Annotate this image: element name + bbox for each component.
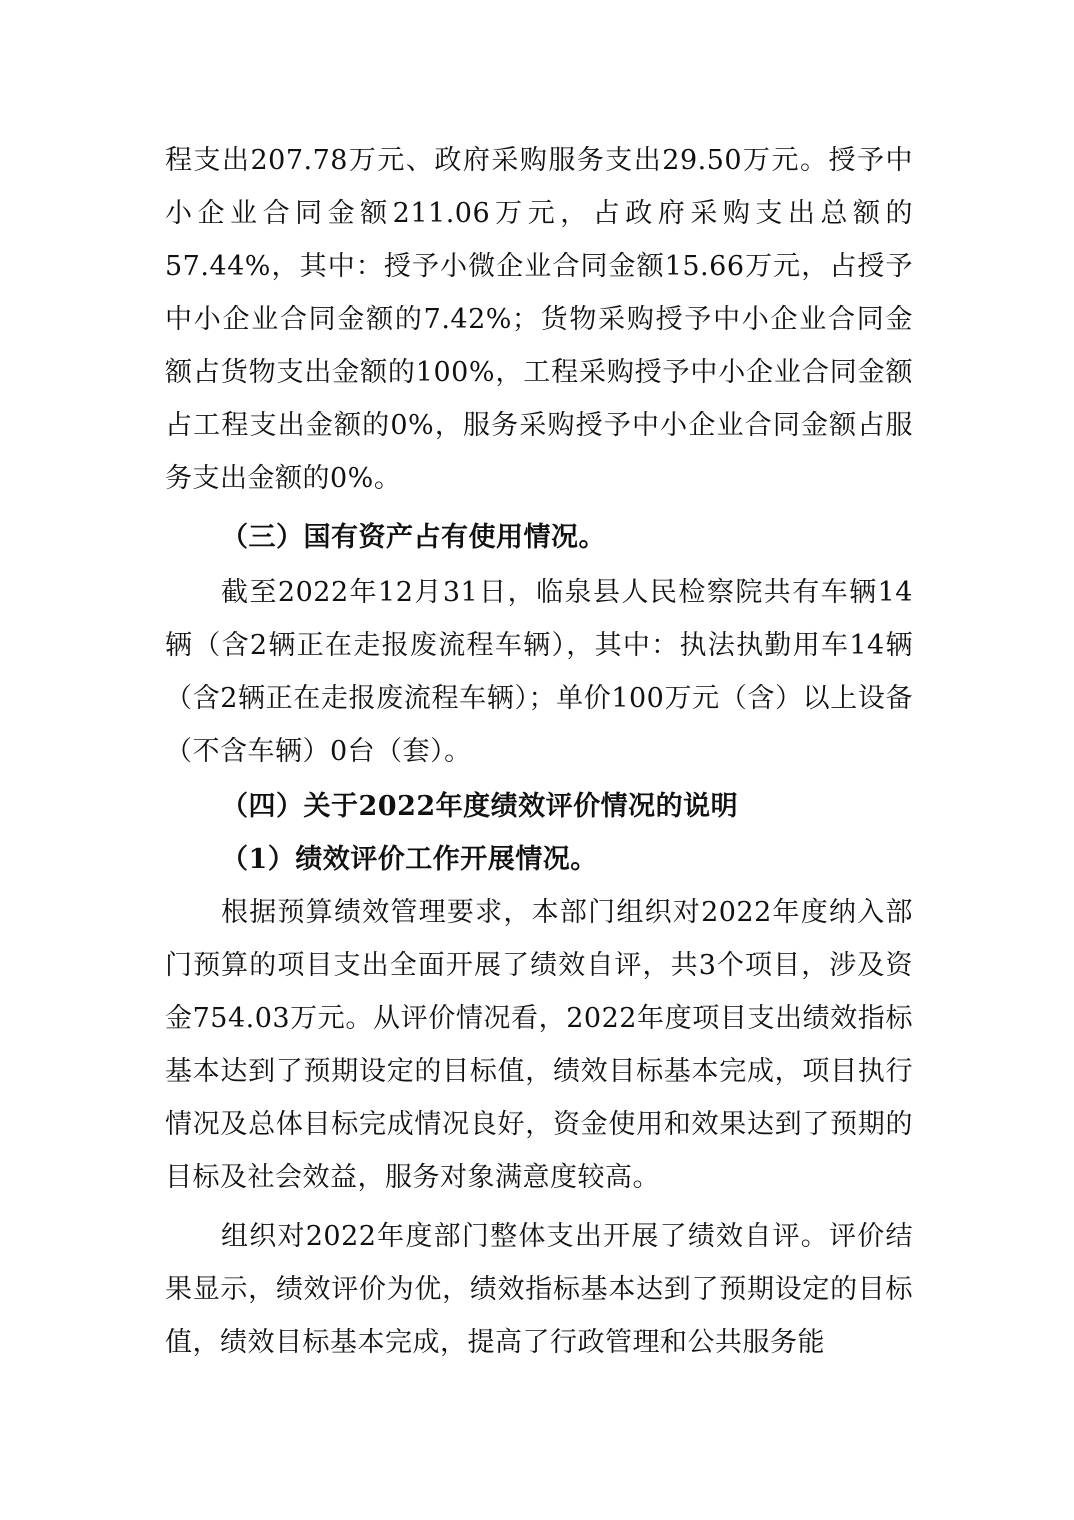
heading-state-assets: （三）国有资产占有使用情况。 [221, 522, 606, 553]
heading-performance-evaluation: （四）关于2022年度绩效评价情况的说明 [221, 791, 739, 822]
paragraph-vehicles: 截至2022年12月31日，临泉县人民检察院共有车辆14辆（含2辆正在走报废流程车辆），其中：执法执勤用车14辆（含2辆正在走报废流程车辆）；单价100万元（含）以上设备（不含车辆）0台（套）。 [165, 577, 913, 767]
document-body [165, 134, 913, 1369]
paragraph-overall-evaluation: 组织对2022年度部门整体支出开展了绩效自评。评价结果显示，绩效评价为优，绩效指标基本达到了预期设定的目标值，绩效目标基本完成，提高了行政管理和公共服务能 [165, 1221, 913, 1358]
paragraph-project-evaluation: 根据预算绩效管理要求，本部门组织对2022年度纳入部门预算的项目支出全面开展了绩效自评，共3个项目，涉及资金754.03万元。从评价情况看，2022年度项目支出绩效指标基本达到了预期设定的目标值，绩效目标基本完成，项目执行情况及总体目标完成情况良好，资金使用和效果达到了预期的目标及社会效益，服务对象满意度较高。 [165, 897, 913, 1193]
paragraph-procurement: 程支出207.78万元、政府采购服务支出29.50万元。授予中小企业合同金额211.06万元，占政府采购支出总额的57.44%，其中：授予小微企业合同金额15.66万元，占授予中小企业合同金额的7.42%；货物采购授予中小企业合同金额占货物支出金额的100%，工程采购授予中小企业合同金额占工程支出金额的0%，服务采购授予中小企业合同金额占服务支出金额的0%。 [165, 145, 913, 494]
heading-evaluation-work: （1）绩效评价工作开展情况。 [221, 844, 598, 875]
